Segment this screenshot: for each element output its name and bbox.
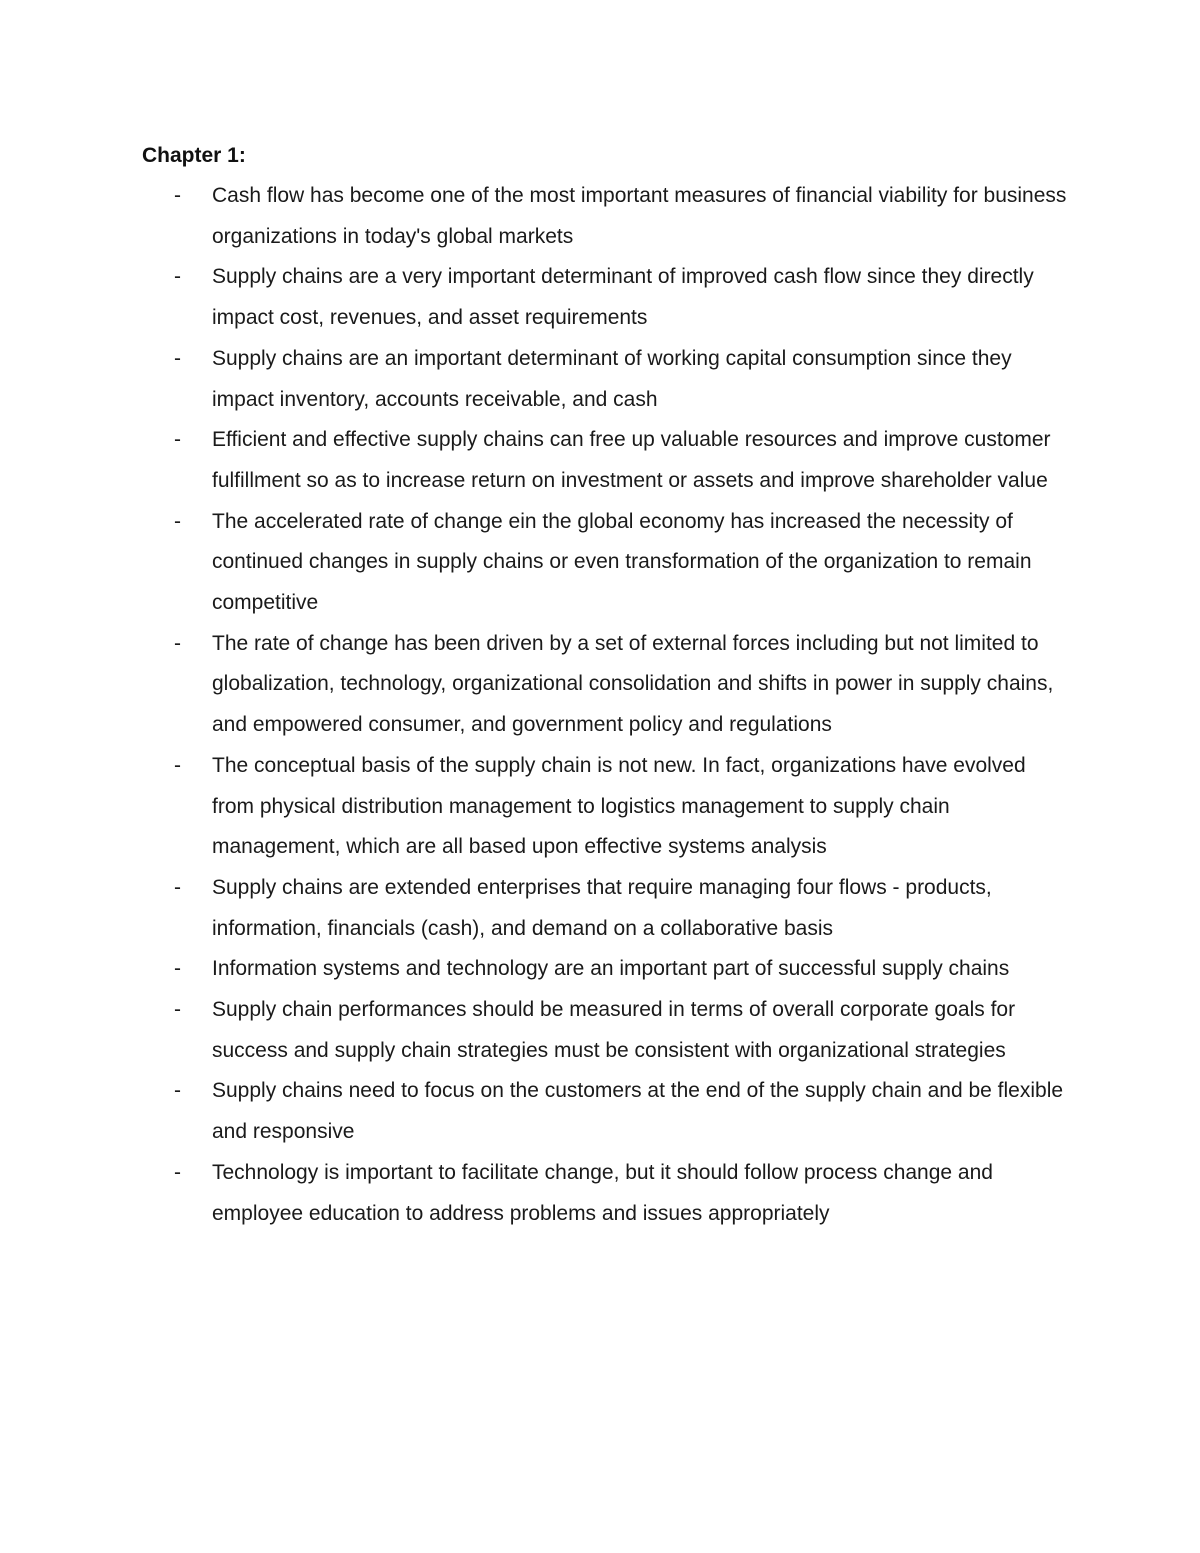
bullet-dash: - xyxy=(174,265,181,289)
list-item-text: Supply chains are extended enterprises that require managing four flows - products, information, financials (cash), and demand on a collaborative basis xyxy=(212,875,992,940)
list-item-text: The conceptual basis of the supply chain is not new. In fact, organizations have evolved from physical distribution management to logistics management to supply chain management, which are all based upon effective systems analysis xyxy=(212,753,1026,859)
list-item-text: Information systems and technology are an important part of successful supply chains xyxy=(212,957,1010,981)
list-item xyxy=(142,420,1072,501)
list-item-text: Cash flow has become one of the most important measures of financial viability for business organizations in today's global markets xyxy=(212,184,1067,248)
list-item-text: Supply chains need to focus on the customers at the end of the supply chain and be flexible and responsive xyxy=(212,1079,1064,1144)
chapter-heading: Chapter 1: xyxy=(142,144,246,167)
document-content xyxy=(142,140,1072,1234)
list-item-text: Supply chain performances should be measured in terms of overall corporate goals for success and supply chain strategies must be consistent with organizational strategies xyxy=(212,998,1016,1062)
list-item xyxy=(142,624,1072,746)
bullet-list xyxy=(142,176,1072,1234)
bullet-dash: - xyxy=(174,957,181,981)
list-item xyxy=(142,502,1072,624)
list-item xyxy=(142,746,1072,868)
bullet-dash: - xyxy=(174,346,181,370)
bullet-dash: - xyxy=(174,428,181,452)
bullet-dash: - xyxy=(174,998,181,1022)
list-item xyxy=(142,1153,1072,1234)
bullet-dash: - xyxy=(174,184,181,207)
list-item xyxy=(142,1071,1072,1152)
list-item xyxy=(142,949,1072,990)
list-item xyxy=(142,990,1072,1071)
list-item-text: Efficient and effective supply chains can free up valuable resources and improve customer fulfillment so as to increase return on investment or assets and improve shareholder value xyxy=(212,428,1051,492)
list-item xyxy=(142,176,1072,257)
bullet-dash: - xyxy=(174,875,181,899)
list-item xyxy=(142,257,1072,338)
list-item-text: Supply chains are a very important determinant of improved cash flow since they directly impact cost, revenues, and asset requirements xyxy=(212,265,1034,330)
list-item-text: The accelerated rate of change ein the global economy has increased the necessity of continued changes in supply chains or even transformation of the organization to remain competitive xyxy=(212,509,1032,615)
list-item-text: Supply chains are an important determinant of working capital consumption since they impact inventory, accounts receivable, and cash xyxy=(212,346,1012,411)
bullet-dash: - xyxy=(174,753,181,777)
list-item-text: The rate of change has been driven by a set of external forces including but not limited to globalization, technology, organizational consolidation and shifts in power in supply chains, and empowered consumer, and government policy and regulations xyxy=(212,631,1054,737)
bullet-dash: - xyxy=(174,631,181,655)
list-item xyxy=(142,868,1072,949)
list-item-text: Technology is important to facilitate change, but it should follow process change and employee education to address problems and issues appropriately xyxy=(212,1160,993,1225)
bullet-dash: - xyxy=(174,509,181,533)
list-item xyxy=(142,339,1072,420)
bullet-dash: - xyxy=(174,1079,181,1103)
bullet-dash: - xyxy=(174,1160,181,1184)
